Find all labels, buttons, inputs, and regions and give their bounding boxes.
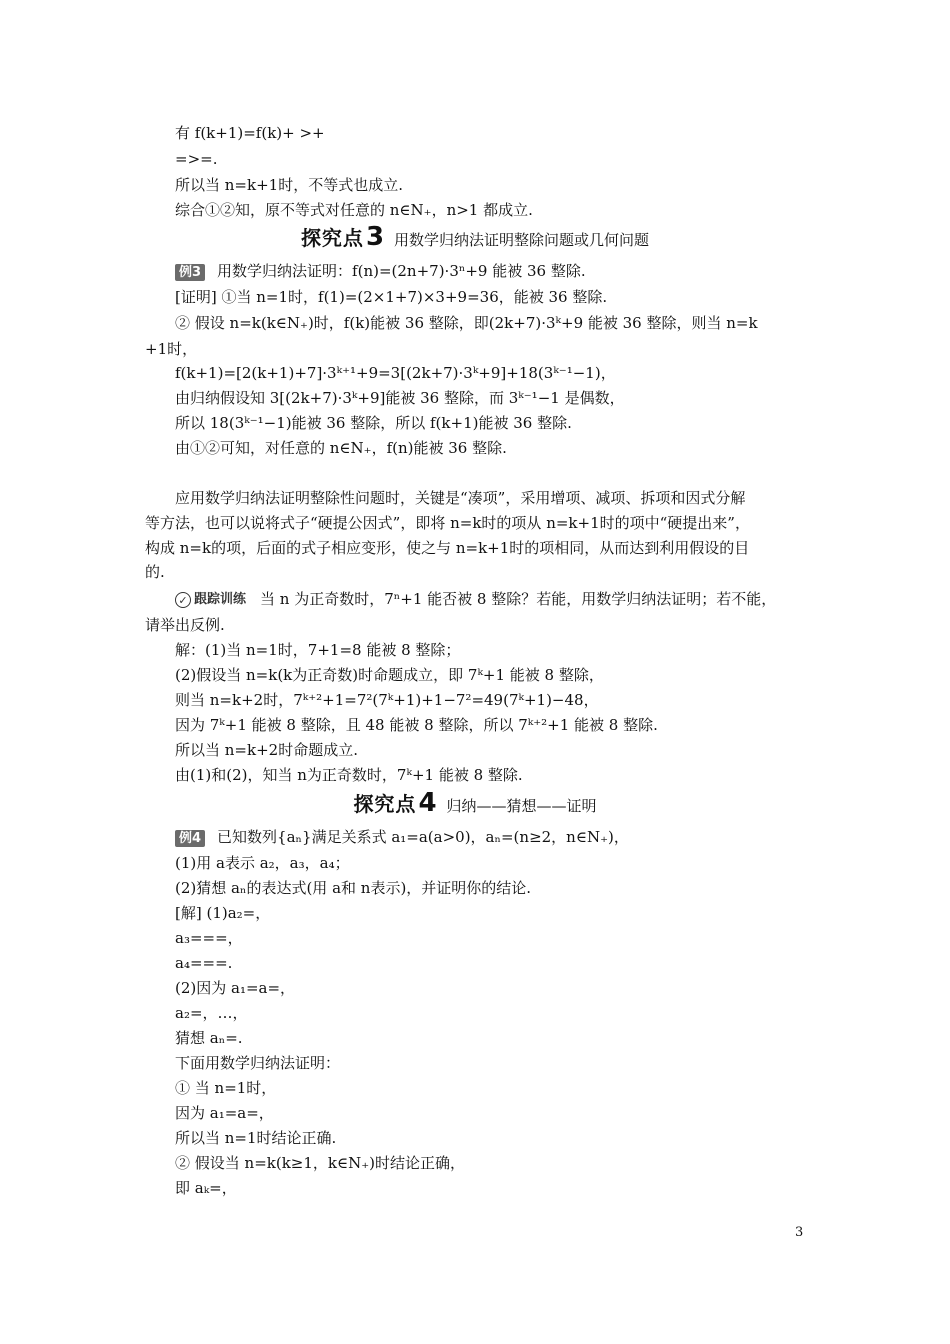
solution-line: 所以当 n=k+2时命题成立. <box>175 741 358 759</box>
example-line: (1)用 a表示 a₂，a₃，a₄； <box>175 854 350 872</box>
note-line: 应用数学归纳法证明整除性问题时，关键是“凑项”，采用增项、减项、拆项和因式分解 <box>175 489 746 507</box>
section-heading-4 <box>0 788 950 818</box>
proof-line: ② 假设 n=k(k∈N₊)时，f(k)能被 36 整除，即(2k+7)·3ᵏ+9 能被 36 整除，则当 n=k <box>175 314 758 332</box>
solution-line: (2)假设当 n=k(k为正奇数)时命题成立，即 7ᵏ+1 能被 8 整除， <box>175 666 604 684</box>
note-line: 的. <box>145 563 165 581</box>
section-title: 用数学归纳法证明整除问题或几何问题 <box>394 231 650 249</box>
proof-line: [证明] ①当 n=1时，f(1)=(2×1+7)×3+9=36，能被 36 整除. <box>175 288 608 306</box>
section-label: 探究点 <box>300 226 364 250</box>
check-icon: ✓ <box>175 592 191 608</box>
proof-line: 所以 18(3ᵏ⁻¹−1)能被 36 整除，所以 f(k+1)能被 36 整除. <box>175 414 572 432</box>
example-line: (2)猜想 aₙ的表达式(用 a和 n表示)，并证明你的结论. <box>175 879 532 897</box>
text-line: 有 f(k+1)=f(k)+ >+ <box>175 124 325 142</box>
example-line: a₄===. <box>175 954 233 972</box>
tracking-label: 跟踪训练 <box>194 592 247 607</box>
page-number: 3 <box>795 1225 804 1240</box>
example-line: a₂=，…， <box>175 1004 248 1022</box>
section-heading-3 <box>0 222 950 252</box>
example-line: 因为 a₁=a=， <box>175 1104 274 1122</box>
example-3-statement-line <box>175 262 586 281</box>
example-line: 猜想 aₙ=. <box>175 1029 243 1047</box>
text-line: =>=. <box>175 150 218 168</box>
section-label: 探究点 <box>353 792 417 816</box>
tracking-question-line <box>175 590 776 609</box>
tracking-question: 当 n 为正奇数时，7ⁿ+1 能否被 8 整除？若能，用数学归纳法证明；若不能， <box>260 590 777 608</box>
tracking-question-cont: 请举出反例. <box>145 616 225 634</box>
solution-line: 则当 n=k+2时，7ᵏ⁺²+1=7²(7ᵏ+1)+1−7²=49(7ᵏ+1)−48， <box>175 691 599 709</box>
proof-line: +1时， <box>145 340 198 358</box>
example-line: (2)因为 a₁=a=， <box>175 979 296 997</box>
proof-line: 由归纳假设知 3[(2k+7)·3ᵏ+9]能被 36 整除，而 3ᵏ⁻¹−1 是偶数， <box>175 389 625 407</box>
solution-line: 解：(1)当 n=1时，7+1=8 能被 8 整除； <box>175 641 461 659</box>
solution-line: 由(1)和(2)，知当 n为正奇数时，7ᵏ+1 能被 8 整除. <box>175 766 523 784</box>
example-statement: 用数学归纳法证明：f(n)=(2n+7)·3ⁿ+9 能被 36 整除. <box>217 262 586 280</box>
example-line: ② 假设当 n=k(k≥1，k∈N₊)时结论正确， <box>175 1154 465 1172</box>
example-line: 即 aₖ=， <box>175 1179 237 1197</box>
example-line: 下面用数学归纳法证明： <box>175 1054 341 1072</box>
section-number: 4 <box>418 788 437 818</box>
example-line: [解] (1)a₂=， <box>175 904 271 922</box>
solution-line: 因为 7ᵏ+1 能被 8 整除，且 48 能被 8 整除，所以 7ᵏ⁺²+1 能被 8 整除. <box>175 716 658 734</box>
note-line: 等方法，也可以说将式子“硬提公因式”，即将 n=k时的项从 n=k+1时的项中“硬提出来”， <box>145 514 750 532</box>
section-title: 归纳——猜想——证明 <box>446 797 597 815</box>
example-line: a₃===， <box>175 929 243 947</box>
proof-line: f(k+1)=[2(k+1)+7]·3ᵏ⁺¹+9=3[(2k+7)·3ᵏ+9]+18(3ᵏ⁻¹−1)， <box>175 364 616 382</box>
example-line: 所以当 n=1时结论正确. <box>175 1129 337 1147</box>
example-badge: 例3 <box>175 264 205 281</box>
proof-line: 由①②可知，对任意的 n∈N₊，f(n)能被 36 整除. <box>175 439 507 457</box>
text-line: 所以当 n=k+1时，不等式也成立. <box>175 176 403 194</box>
note-line: 构成 n=k的项，后面的式子相应变形，使之与 n=k+1时的项相同，从而达到利用假设的目 <box>145 539 750 557</box>
example-line: ① 当 n=1时， <box>175 1079 277 1097</box>
text-line: 综合①②知，原不等式对任意的 n∈N₊，n>1 都成立. <box>175 201 533 219</box>
example-badge: 例4 <box>175 830 205 847</box>
tracking-badge <box>175 591 246 609</box>
example-statement: 已知数列{aₙ}满足关系式 a₁=a(a>0)，aₙ=(n≥2，n∈N₊)， <box>217 828 629 846</box>
example-4-statement-line <box>175 828 629 847</box>
section-number: 3 <box>365 222 385 252</box>
